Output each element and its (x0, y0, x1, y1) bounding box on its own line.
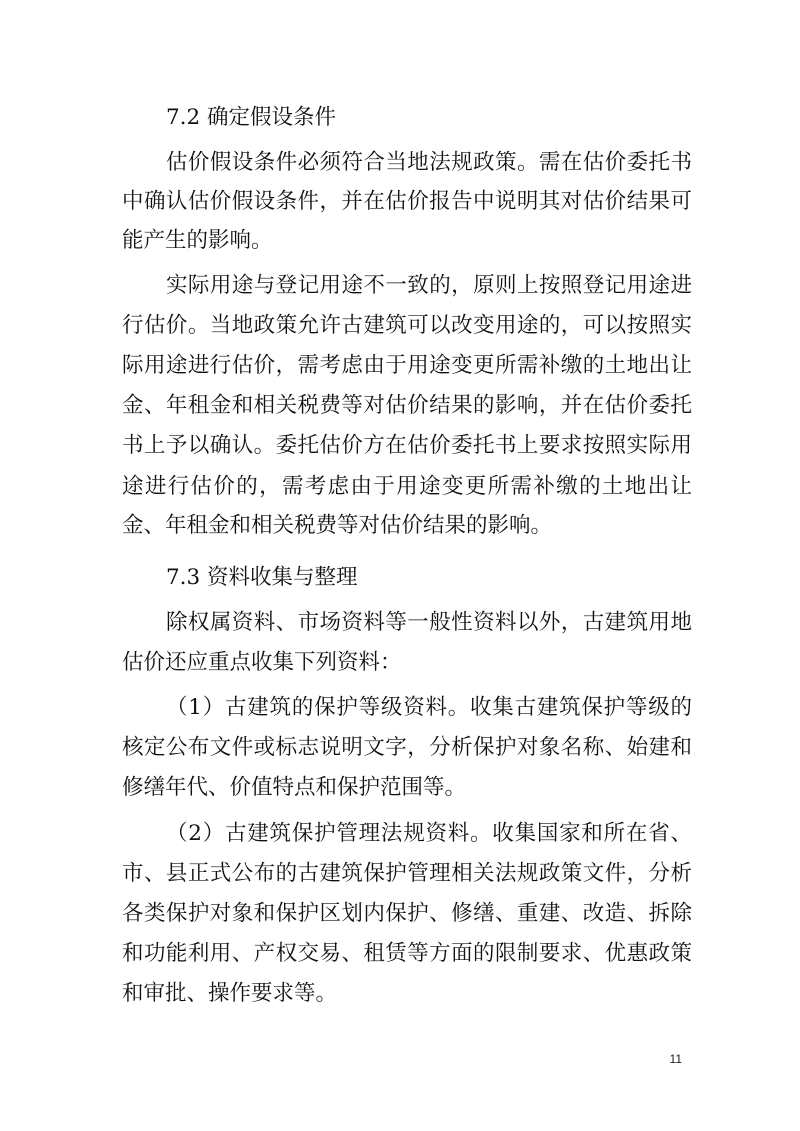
paragraph-line: 除权属资料、市场资料等一般性资料以外，古建筑用地 (166, 610, 692, 635)
paragraph-line: 核定公布文件或标志说明文字，分析保护对象名称、始建和 (122, 735, 692, 760)
paragraph-line: 修缮年代、价值特点和保护范围等。 (122, 775, 467, 800)
paragraph-line: 和功能利用、产权交易、租赁等方面的限制要求、优惠政策 (122, 941, 692, 966)
paragraph-line: 金、年租金和相关税费等对估价结果的影响。 (122, 513, 553, 538)
paragraph-line: （1）古建筑的保护等级资料。收集古建筑保护等级的 (166, 695, 692, 720)
section-heading-7-3: 7.3 资料收集与整理 (166, 565, 358, 590)
paragraph-line: 际用途进行估价，需考虑由于用途变更所需补缴的土地出让 (122, 353, 692, 378)
paragraph-line: 金、年租金和相关税费等对估价结果的影响，并在估价委托 (122, 393, 692, 418)
paragraph-line: 中确认估价假设条件，并在估价报告中说明其对估价结果可 (122, 189, 692, 214)
section-heading-7-2: 7.2 确定假设条件 (166, 105, 337, 130)
page-number: 11 (669, 1052, 682, 1066)
paragraph-line: 书上予以确认。委托估价方在估价委托书上要求按照实际用 (122, 433, 692, 458)
paragraph-line: 实际用途与登记用途不一致的，原则上按照登记用途进 (166, 273, 692, 298)
paragraph-line: 市、县正式公布的古建筑保护管理相关法规政策文件，分析 (122, 861, 692, 886)
paragraph-line: 行估价。当地政策允许古建筑可以改变用途的，可以按照实 (122, 313, 692, 338)
paragraph-line: 各类保护对象和保护区划内保护、修缮、重建、改造、拆除 (122, 901, 692, 926)
paragraph-line: 和审批、操作要求等。 (122, 981, 338, 1006)
paragraph-line: 估价还应重点收集下列资料： (122, 650, 402, 675)
paragraph-line: 途进行估价的，需考虑由于用途变更所需补缴的土地出让 (122, 474, 692, 499)
paragraph-line: （2）古建筑保护管理法规资料。收集国家和所在省、 (166, 821, 692, 846)
paragraph-line: 能产生的影响。 (122, 228, 273, 253)
paragraph-line: 估价假设条件必须符合当地法规政策。需在估价委托书 (166, 150, 692, 175)
